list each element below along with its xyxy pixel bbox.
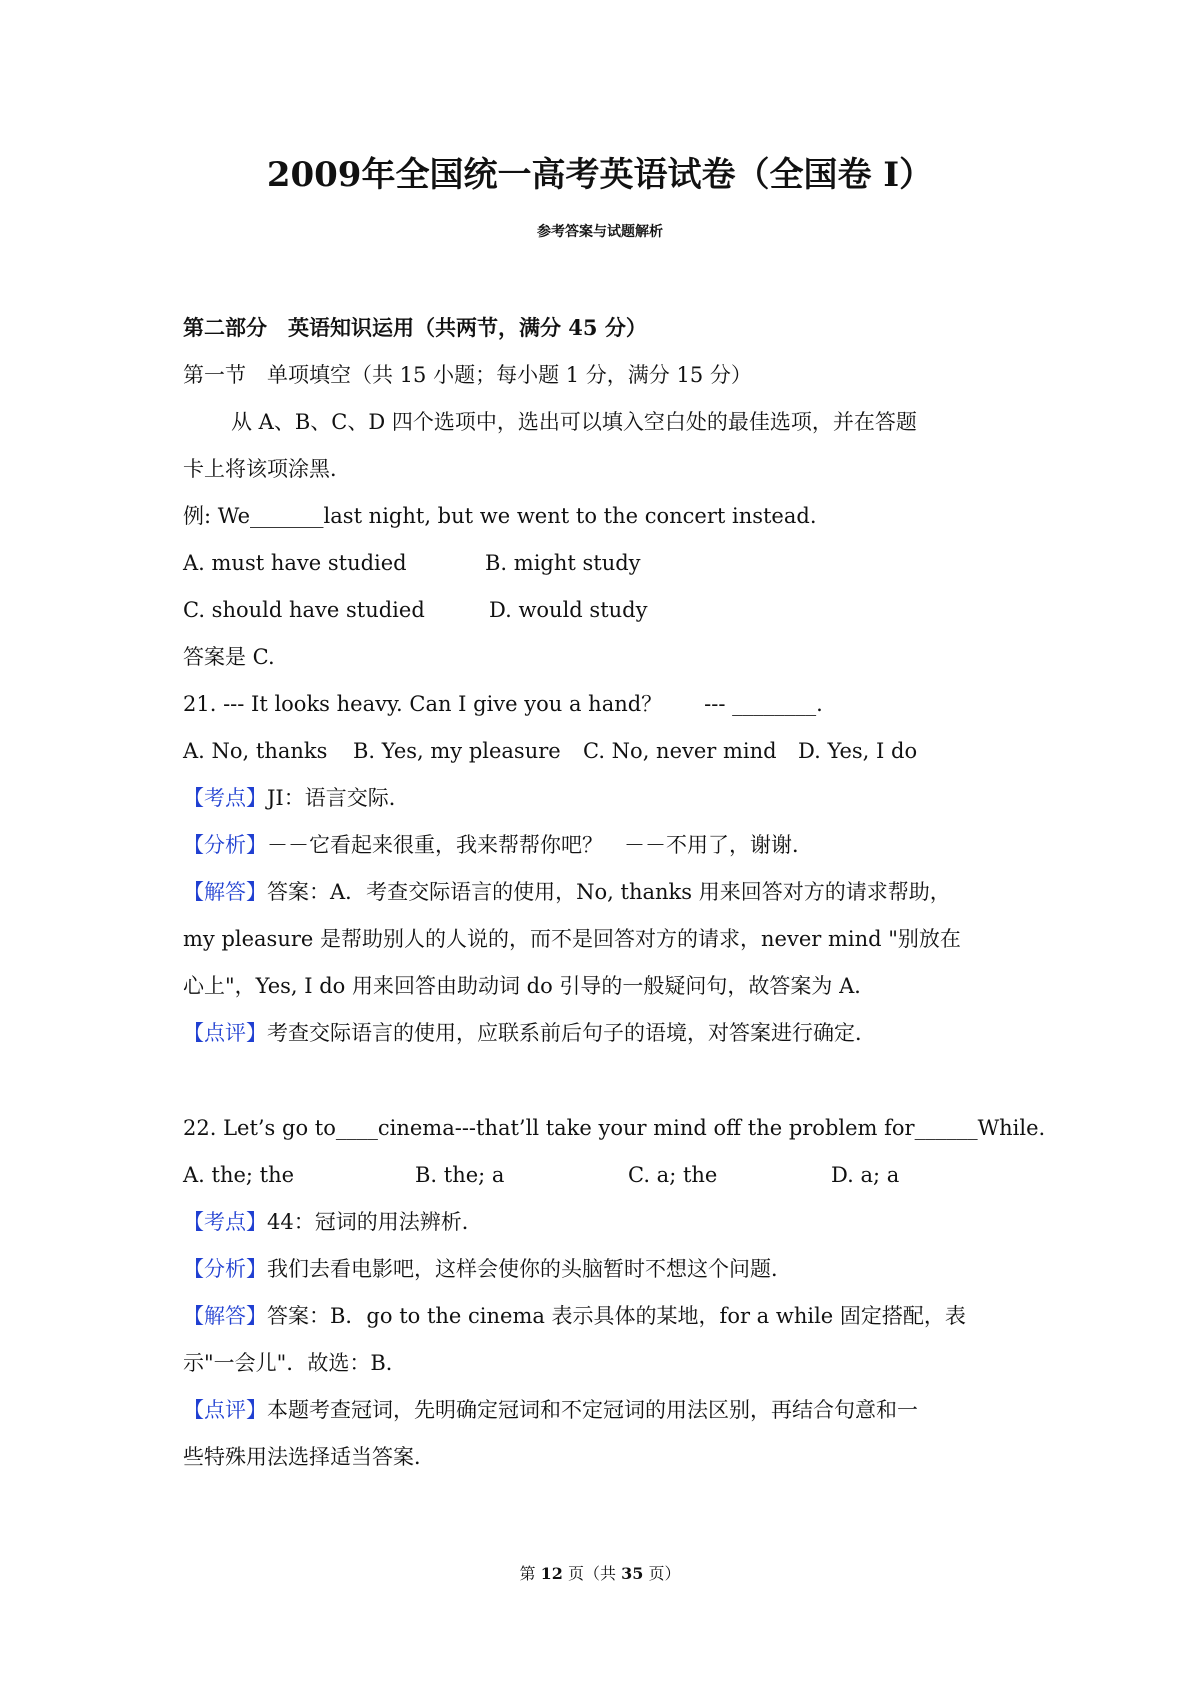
q22-option-d: D. a; a: [831, 1163, 900, 1187]
q21-option-a: A. No, thanks: [183, 739, 328, 763]
q22-dianping: [183, 1394, 1033, 1426]
example-option-c: C. should have studied: [183, 598, 425, 622]
q21-jieda-line-3: 心上"，Yes, I do 用来回答由助动词 do 引导的一般疑问句，故答案为 A．: [183, 974, 876, 998]
q21-jieda-line-2: my pleasure 是帮助别人的人说的，而不是回答对方的请求，never mind "别放在: [183, 927, 961, 951]
q22-kaodian: [183, 1206, 1033, 1238]
footer-page-number: 12: [540, 1564, 563, 1583]
q21-option-d: D. Yes, I do: [798, 739, 918, 763]
q22-fenxi: [183, 1253, 1033, 1285]
footer-prefix: 第: [519, 1564, 536, 1583]
q22-option-b: B. the; a: [415, 1163, 505, 1187]
page-subtitle: 参考答案与试题解析: [537, 224, 663, 240]
jieda-tag: 【解答】: [183, 1304, 267, 1328]
subsection-heading: 第一节 单项填空（共 15 小题；每小题 1 分，满分 15 分）: [183, 363, 752, 387]
kaodian-tag: 【考点】: [183, 786, 267, 810]
question-21-stem: 21. --- It looks heavy. Can I give you a hand？ --- ________.: [183, 692, 823, 716]
example-option-b: B. might study: [485, 551, 641, 575]
page-footer: [0, 1562, 1200, 1586]
question-22-stem: 22. Let’s go to____cinema---that’ll take your mind off the problem for______While.: [183, 1116, 1046, 1140]
example-option-a: A. must have studied: [183, 551, 407, 575]
q22-option-c: C. a; the: [628, 1163, 718, 1187]
q21-kaodian: [183, 782, 1033, 814]
q22-jieda-line-2: 示"一会儿"．故选：B．: [183, 1351, 407, 1375]
instruction-line-1: 从 A、B、C、D 四个选项中，选出可以填入空白处的最佳选项，并在答题: [231, 410, 917, 434]
instruction-line-2: 卡上将该项涂黑．: [183, 457, 351, 481]
kaodian-text: 44：冠词的用法辨析．: [267, 1210, 483, 1234]
kaodian-tag: 【考点】: [183, 1210, 267, 1234]
q22-jieda: [183, 1300, 1033, 1332]
example-question: 例: We_______last night, but we went to the concert instead.: [183, 504, 817, 528]
q21-dianping: [183, 1017, 1033, 1049]
fenxi-text: 我们去看电影吧，这样会使你的头脑暂时不想这个问题．: [267, 1257, 792, 1281]
example-answer: 答案是 C.: [183, 645, 275, 669]
dianping-text: 考查交际语言的使用，应联系前后句子的语境，对答案进行确定．: [267, 1021, 876, 1045]
dianping-tag: 【点评】: [183, 1398, 267, 1422]
jieda-tag: 【解答】: [183, 880, 267, 904]
footer-total-pages: 35: [621, 1564, 644, 1583]
fenxi-text: －－它看起来很重，我来帮帮你吧？ －－不用了，谢谢．: [267, 833, 813, 857]
q21-fenxi: [183, 829, 1033, 861]
dianping-tag: 【点评】: [183, 1021, 267, 1045]
q22-option-a: A. the; the: [183, 1163, 295, 1187]
q21-option-c: C. No, never mind: [583, 739, 777, 763]
example-option-d: D. would study: [489, 598, 648, 622]
part-heading: 第二部分 英语知识运用（共两节，满分 45 分）: [183, 315, 647, 340]
q21-jieda: [183, 876, 1033, 908]
footer-middle: 页（共: [567, 1564, 616, 1583]
fenxi-tag: 【分析】: [183, 833, 267, 857]
jieda-text: 答案：B．go to the cinema 表示具体的某地，for a while 固定搭配，表: [267, 1304, 966, 1328]
page-title: 2009年全国统一高考英语试卷（全国卷 I）: [266, 155, 934, 195]
q21-option-b: B. Yes, my pleasure: [353, 739, 561, 763]
footer-suffix: 页）: [648, 1564, 681, 1583]
fenxi-tag: 【分析】: [183, 1257, 267, 1281]
dianping-text: 本题考查冠词，先明确定冠词和不定冠词的用法区别，再结合句意和一: [267, 1398, 918, 1422]
jieda-text: 答案：A．考查交际语言的使用，No, thanks 用来回答对方的请求帮助，: [267, 880, 951, 904]
q22-dianping-line-2: 些特殊用法选择适当答案．: [183, 1445, 435, 1469]
kaodian-text: JI：语言交际．: [267, 786, 410, 810]
